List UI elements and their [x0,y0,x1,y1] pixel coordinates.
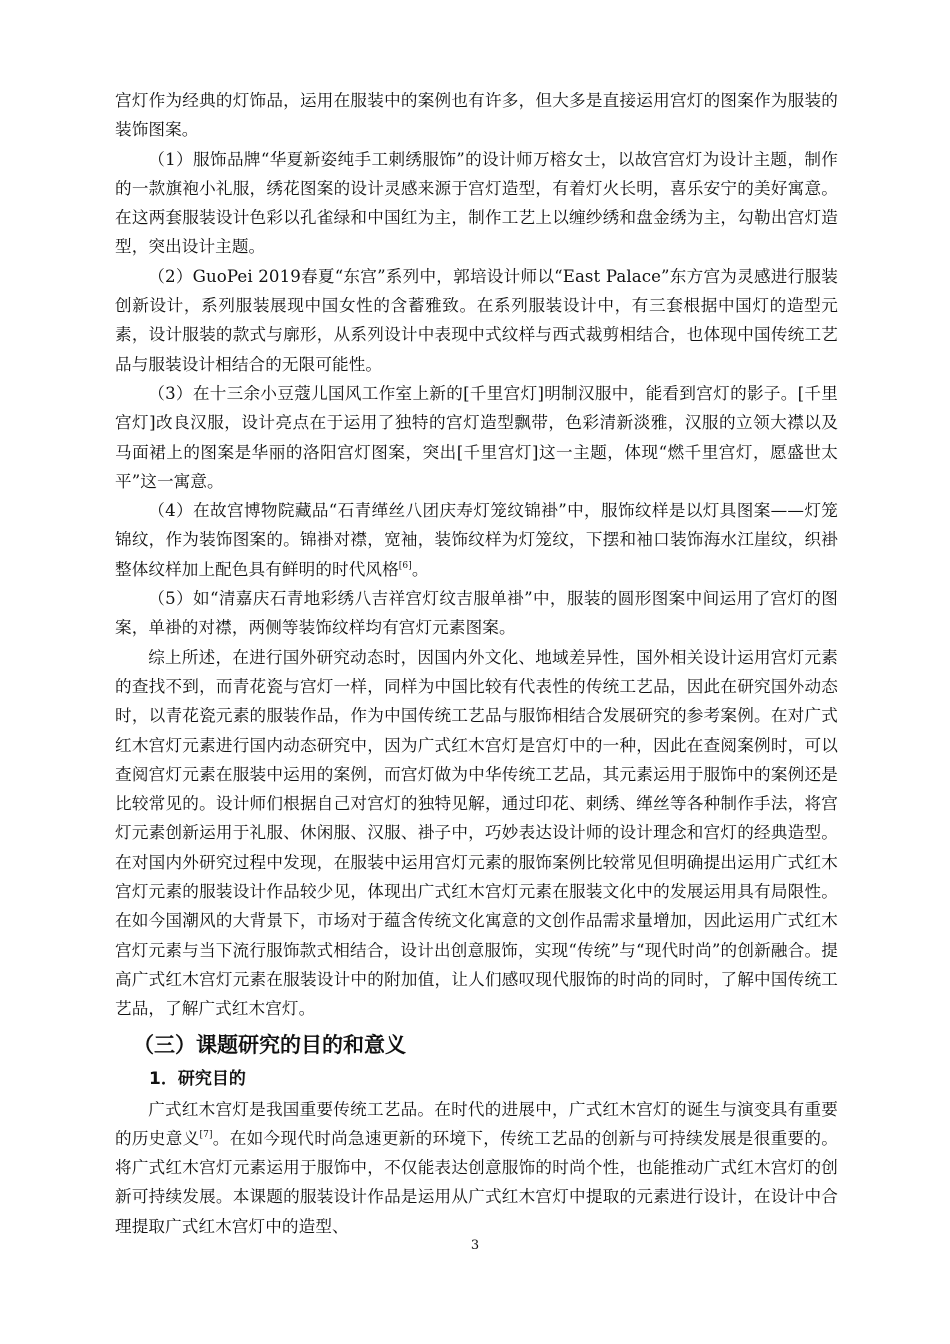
paragraph-case-2: （2）GuoPei 2019春夏“东宫”系列中，郭培设计师以“East Palace”东方宫为灵感进行服装创新设计，系列服装展现中国女性的含蓄雅致。在系列服装设计中，有三套根据中国灯的造型元素，设计服装的款式与廓形，从系列设计中表现中式纹样与西式裁剪相结合，也体现中国传统工艺品与服装设计相结合的无限可能性。 [115,266,838,374]
paragraph-research-purpose [115,1095,838,1241]
section-heading: （三）课题研究的目的和意义 [133,1032,406,1057]
paragraph-case-5: （5）如“清嘉庆石青地彩绣八吉祥宫灯纹吉服单褂”中，服装的圆形图案中间运用了宫灯的图案，单褂的对襟，两侧等装饰纹样均有宫灯元素图案。 [115,589,838,638]
paragraph-summary: 综上所述，在进行国外研究动态时，因国内外文化、地域差异性，国外相关设计运用宫灯元素的查找不到，而青花瓷与宫灯一样，同样为中国比较有代表性的传统工艺品，因此在研究国外动态时，以青花瓷元素的服装作品，作为中国传统工艺品与服饰相结合发展研究的参考案例。在对广式红木宫灯元素进行国内动态研究中，因为广式红木宫灯是宫灯中的一种，因此在查阅案例时，可以查阅宫灯元素在服装中运用的案例，而宫灯做为中华传统工艺品，其元素运用于服饰中的案例还是比较常见的。设计师们根据自己对宫灯的独特见解，通过印花、刺绣、缂丝等各种制作手法，将宫灯元素创新运用于礼服、休闲服、汉服、褂子中，巧妙表达设计师的设计理念和宫灯的经典造型。在对国内外研究过程中发现，在服装中运用宫灯元素的服饰案例比较常见但明确提出运用广式红木宫灯元素的服装设计作品较少见，体现出广式红木宫灯元素在服装文化中的发展运用具有局限性。在如今国潮风的大背景下，市场对于蕴含传统文化寓意的文创作品需求量增加，因此运用广式红木宫灯元素与当下流行服饰款式相结合，设计出创意服饰，实现“传统”与“现代时尚”的创新融合。提高广式红木宫灯元素在服装设计中的附加值，让人们感叹现代服饰的时尚的同时，了解中国传统工艺品，了解广式红木宫灯。 [115,647,838,1019]
document-body [115,86,838,1241]
subsection-heading: 1．研究目的 [149,1068,246,1089]
paragraph-case-4-text: （4）在故宫博物院藏品“石青缂丝八团庆寿灯笼纹锦褂”中，服饰纹样是以灯具图案——灯笼锦纹，作为装饰图案的。锦褂对襟，宽袖，装饰纹样为灯笼纹，下摆和袖口装饰海水江崖纹，织褂整体纹样加上配色具有鲜明的时代风格 [115,501,838,579]
citation-7: [7] [199,1129,213,1140]
research-purpose-text: 广式红木宫灯是我国重要传统工艺品。在时代的进展中，广式红木宫灯的诞生与演变具有重要的历史意义 [115,1099,838,1148]
paragraph-intro: 宫灯作为经典的灯饰品，运用在服装中的案例也有许多，但大多是直接运用宫灯的图案作为服装的装饰图案。 [115,91,838,140]
research-purpose-text-continued: 。在如今现代时尚急速更新的环境下，传统工艺品的创新与可持续发展是很重要的。将广式红木宫灯元素运用于服饰中，不仅能表达创意服饰的时尚个性，也能推动广式红木宫灯的创新可持续发展。本课题的服装设计作品是运用从广式红木宫灯中提取的元素进行设计，在设计中合理提取广式红木宫灯中的造型、 [115,1128,838,1236]
citation-6: [6] [398,560,412,571]
paragraph-case-4 [115,496,838,584]
paragraph-case-3: （3）在十三余小豆蔻儿国风工作室上新的[千里宫灯]明制汉服中，能看到宫灯的影子。[千里宫灯]改良汉服，设计亮点在于运用了独特的宫灯造型飘带，色彩清新淡雅，汉服的立领大襟以及马面裙上的图案是华丽的洛阳宫灯图案，突出[千里宫灯]这一主题，体现“燃千里宫灯，愿盛世太平”这一寓意。 [115,383,838,491]
paragraph-case-4-end: 。 [411,559,429,579]
paragraph-case-1: （1）服饰品牌“华夏新姿纯手工刺绣服饰”的设计师万榕女士，以故宫宫灯为设计主题，制作的一款旗袍小礼服，绣花图案的设计灵感来源于宫灯造型，有着灯火长明，喜乐安宁的美好寓意。在这两套服装设计色彩以孔雀绿和中国红为主，制作工艺上以缠纱绣和盘金绣为主，勾勒出宫灯造型，突出设计主题。 [115,149,838,257]
page-number: 3 [470,1238,480,1253]
